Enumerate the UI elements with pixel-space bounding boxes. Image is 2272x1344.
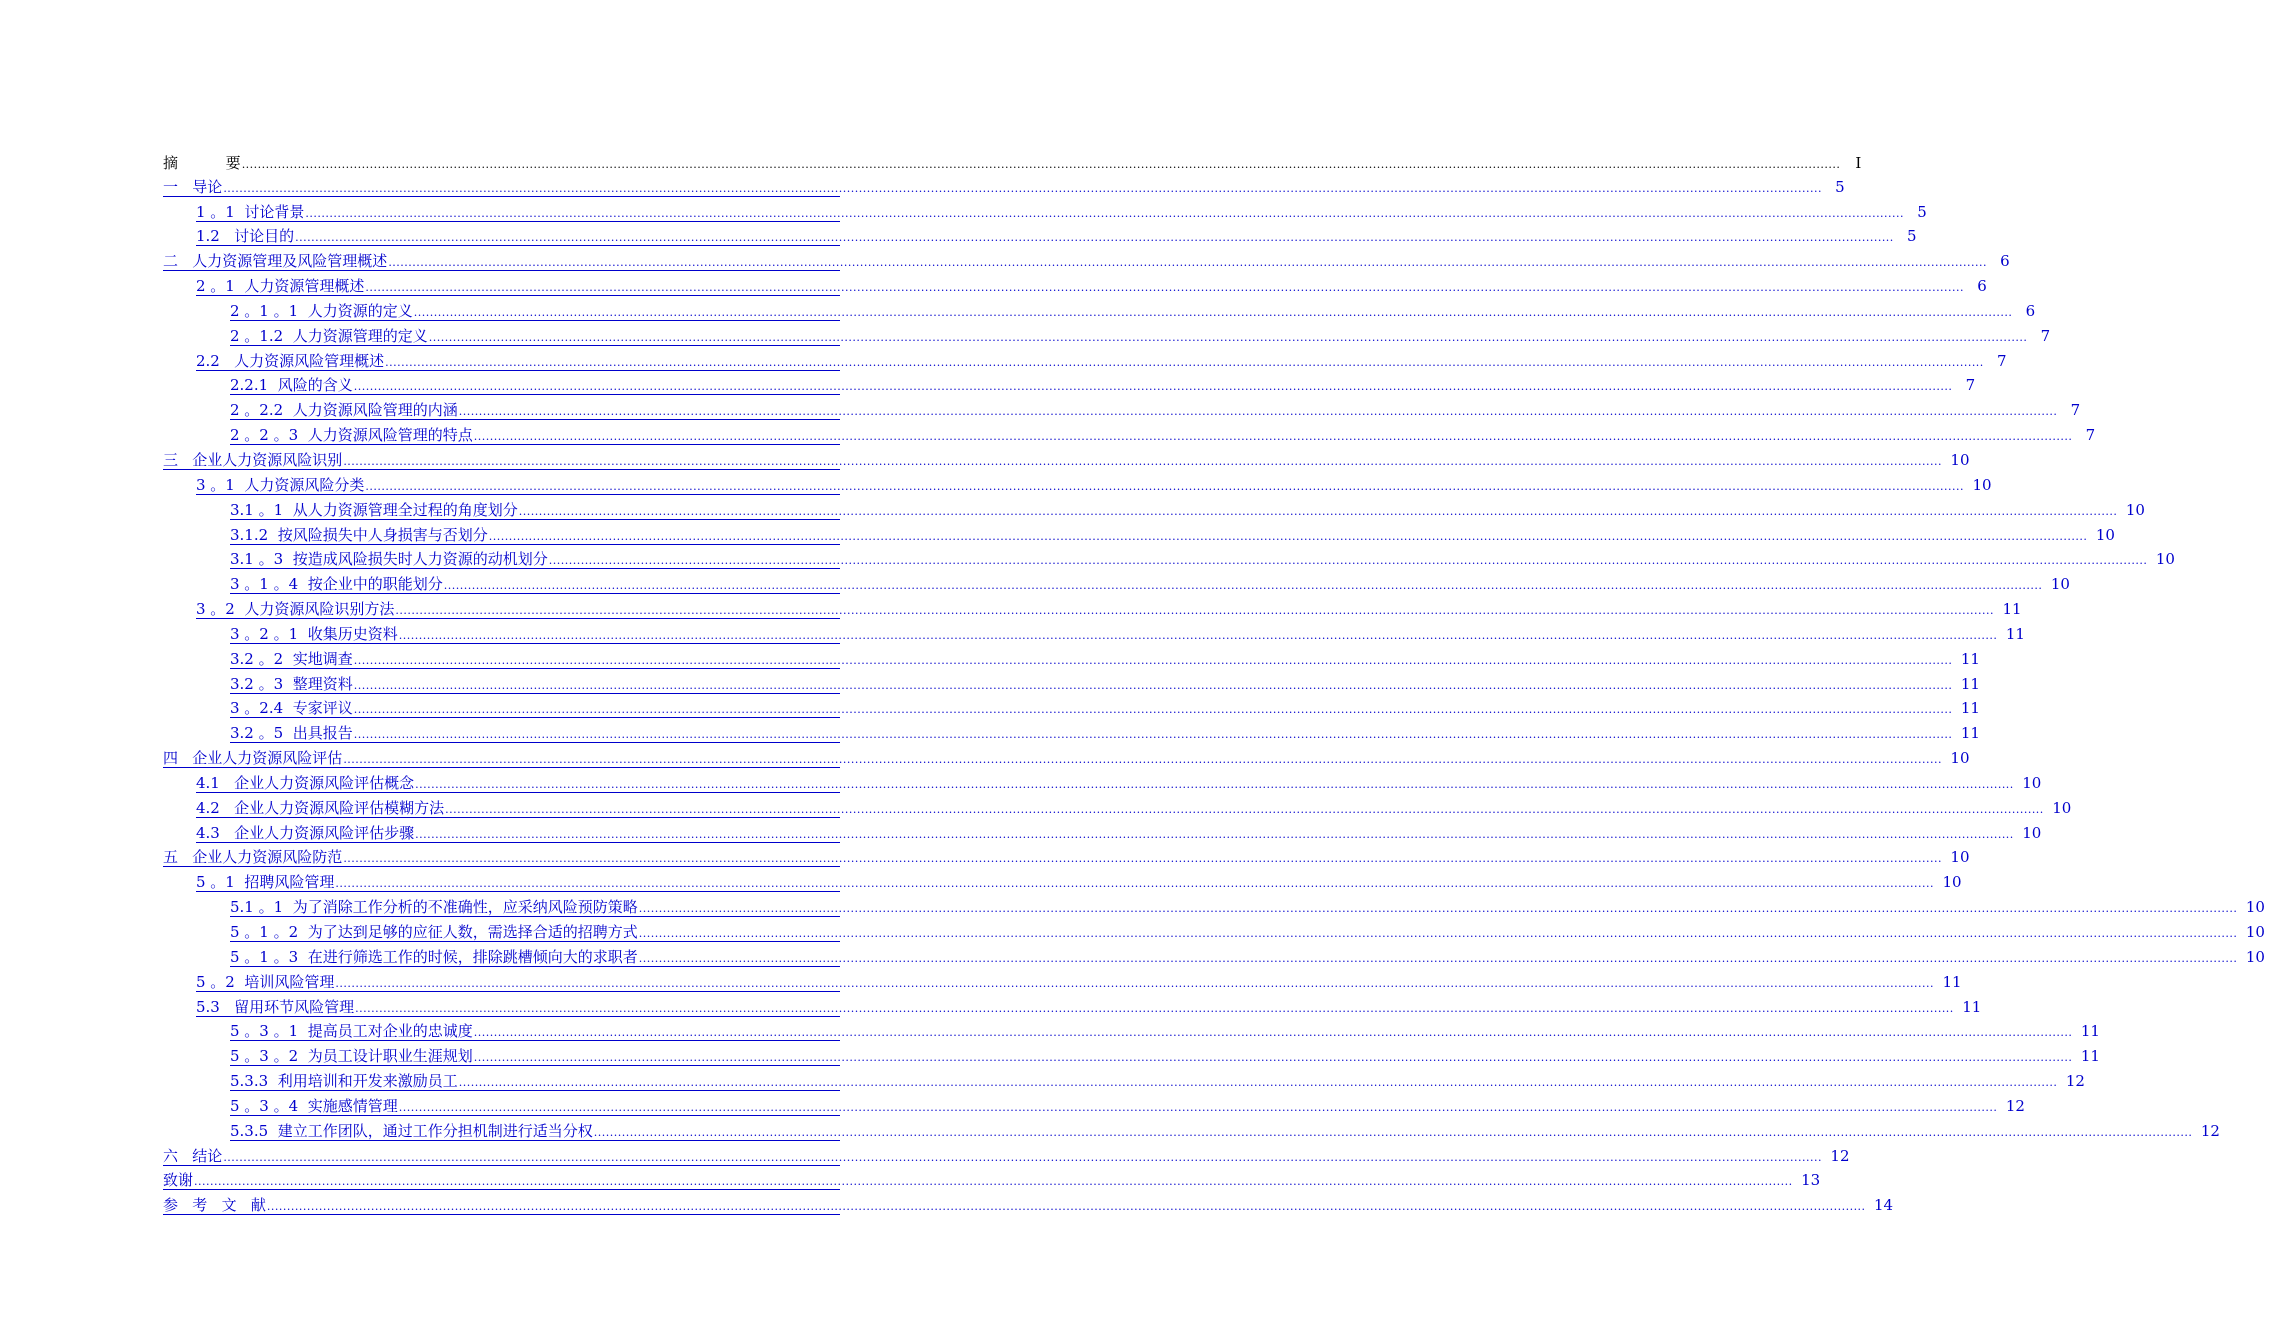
toc-entry[interactable] [230, 296, 2036, 321]
toc-entry[interactable] [196, 992, 1982, 1017]
toc-entry-page: 12 [2200, 1121, 2220, 1140]
toc-entry[interactable] [230, 694, 1980, 719]
toc-dot-leader: ................................................................................................................................................................................................................................................................................................................................................................................................................ [398, 1100, 1998, 1114]
toc-dot-leader: ................................................................................................................................................................................................................................................................................................................................................................................................................ [335, 976, 1935, 990]
toc-entry-page: 10 [2095, 525, 2115, 544]
toc-dot-leader: ................................................................................................................................................................................................................................................................................................................................................................................................................ [473, 430, 2073, 444]
toc-dot-leader: ................................................................................................................................................................................................................................................................................................................................................................................................................ [548, 554, 2148, 568]
toc-entry-page: 10 [2022, 823, 2042, 842]
toc-entry-page: 10 [2052, 798, 2072, 817]
toc-dot-leader: ................................................................................................................................................................................................................................................................................................................................................................................................................ [295, 231, 1894, 245]
toc-dot-leader: ................................................................................................................................................................................................................................................................................................................................................................................................................ [194, 1175, 1793, 1189]
toc-entry-title: 5.1 。1 为了消除工作分析的不准确性，应采纳风险预防策略 [230, 898, 638, 917]
toc-entry[interactable] [196, 470, 1992, 495]
toc-entry[interactable] [163, 246, 2010, 271]
toc-dot-leader: ................................................................................................................................................................................................................................................................................................................................................................................................................ [473, 1051, 2073, 1065]
toc-entry-page: 7 [2070, 401, 2081, 420]
toc-entry-page: 11 [1962, 997, 1982, 1016]
toc-dot-leader: ................................................................................................................................................................................................................................................................................................................................................................................................................ [428, 330, 2028, 344]
toc-entry-page: 10 [1950, 749, 1970, 768]
toc-entry-page: 11 [2080, 1047, 2100, 1066]
toc-entry-page: 10 [2245, 923, 2265, 941]
toc-entry-title: 2 。1 人力资源管理概述 [196, 277, 365, 296]
toc-entry[interactable] [196, 346, 2007, 371]
toc-entry-title: 2.2 人力资源风险管理概述 [196, 351, 385, 370]
toc-entry[interactable] [163, 172, 1845, 197]
toc-entry[interactable] [230, 892, 2265, 917]
toc-entry-title: 3.2 。2 实地调查 [230, 649, 353, 668]
toc-entry-title: 摘 要 [163, 153, 241, 172]
toc-entry-page: 11 [1942, 972, 1962, 991]
toc-entry-title: 1 。1 讨论背景 [196, 202, 305, 221]
toc-entry-title: 2 。1 。1 人力资源的定义 [230, 301, 413, 320]
toc-dot-leader: ................................................................................................................................................................................................................................................................................................................................................................................................................ [638, 902, 2238, 916]
toc-entry[interactable] [230, 1116, 2220, 1141]
toc-entry-page: 7 [1997, 351, 2007, 370]
toc-entry-title: 3 。2 人力资源风险识别方法 [196, 600, 395, 619]
toc-entry-title: 参 考 文 献 [163, 1196, 266, 1215]
toc-entry-page: 12 [1830, 1146, 1850, 1165]
toc-entry-page: 7 [1965, 376, 1976, 395]
toc-dot-leader: ................................................................................................................................................................................................................................................................................................................................................................................................................ [353, 703, 1953, 717]
toc-dot-leader: ................................................................................................................................................................................................................................................................................................................................................................................................................ [353, 380, 1953, 394]
toc-entry-page: 6 [2025, 301, 2036, 320]
toc-dot-leader: ................................................................................................................................................................................................................................................................................................................................................................................................................ [223, 1150, 1822, 1164]
toc-entry-title: 3 。2 。1 收集历史资料 [230, 624, 398, 643]
toc-entry[interactable] [163, 445, 1970, 470]
toc-entry-page: 7 [2085, 426, 2096, 445]
toc-entry-page: 10 [1950, 848, 1970, 867]
toc-entry-page: 10 [1972, 475, 1992, 494]
toc-dot-leader: ................................................................................................................................................................................................................................................................................................................................................................................................................ [445, 802, 2044, 816]
toc-entry-page: 6 [2000, 252, 2010, 271]
toc-entry-title: 5 。1 招聘风险管理 [196, 873, 335, 892]
toc-entry-title: 5.3 留用环节风险管理 [196, 997, 355, 1016]
toc-dot-leader: ................................................................................................................................................................................................................................................................................................................................................................................................................ [223, 181, 1822, 195]
toc-entry-title: 4.1 企业人力资源风险评估概念 [196, 773, 415, 792]
toc-dot-leader: ................................................................................................................................................................................................................................................................................................................................................................................................................ [343, 454, 1942, 468]
toc-entry[interactable] [230, 520, 2115, 545]
toc-entry-page: I [1855, 153, 1862, 172]
toc-dot-leader: ................................................................................................................................................................................................................................................................................................................................................................................................................ [343, 753, 1942, 767]
toc-entry-page: 6 [1977, 277, 1987, 296]
toc-entry[interactable] [230, 1017, 2100, 1042]
toc-dot-leader: ................................................................................................................................................................................................................................................................................................................................................................................................................ [518, 504, 2118, 518]
toc-entry-page: 10 [2022, 773, 2042, 792]
toc-entry-title: 3 。1 。4 按企业中的职能划分 [230, 575, 443, 594]
toc-entry-page: 11 [2002, 600, 2022, 619]
toc-dot-leader: ................................................................................................................................................................................................................................................................................................................................................................................................................ [305, 206, 1905, 220]
toc-entry-page: 10 [2245, 947, 2265, 966]
toc-entry[interactable] [230, 395, 2081, 420]
toc-dot-leader: ................................................................................................................................................................................................................................................................................................................................................................................................................ [473, 1026, 2073, 1040]
toc-entry[interactable] [230, 619, 2025, 644]
toc-entry-page: 10 [2050, 575, 2070, 594]
toc-entry-page: 5 [1907, 227, 1917, 246]
toc-dot-leader: ................................................................................................................................................................................................................................................................................................................................................................................................................ [443, 579, 2043, 593]
toc-entry[interactable] [230, 1041, 2100, 1066]
toc-entry[interactable] [196, 967, 1962, 992]
toc-entry-title: 4.2 企业人力资源风险评估模糊方法 [196, 798, 445, 817]
toc-entry-page: 12 [2065, 1072, 2085, 1091]
toc-entry-page: 11 [1960, 724, 1980, 743]
toc-entry-title: 5 。3 。2 为员工设计职业生涯规划 [230, 1047, 473, 1066]
toc-entry-title: 5.3.5 建立工作团队，通过工作分担机制进行适当分权 [230, 1121, 593, 1140]
toc-dot-leader: ................................................................................................................................................................................................................................................................................................................................................................................................................ [415, 777, 2014, 791]
toc-dot-leader: ................................................................................................................................................................................................................................................................................................................................................................................................................ [415, 827, 2014, 841]
toc-entry[interactable] [196, 594, 2022, 619]
toc-entry-title: 四 企业人力资源风险评估 [163, 749, 343, 768]
toc-entry[interactable] [230, 718, 1980, 743]
toc-entry-title: 3 。2.4 专家评议 [230, 699, 353, 718]
toc-dot-leader: ................................................................................................................................................................................................................................................................................................................................................................................................................ [395, 604, 1995, 618]
table-of-contents [163, 147, 2265, 1215]
toc-entry[interactable] [230, 917, 2265, 942]
toc-entry[interactable] [230, 942, 2265, 967]
toc-entry[interactable] [196, 197, 1927, 222]
toc-entry-title: 2 。2 。3 人力资源风险管理的特点 [230, 426, 473, 445]
toc-dot-leader: ................................................................................................................................................................................................................................................................................................................................................................................................................ [638, 927, 2238, 940]
toc-entry-page: 12 [2005, 1096, 2025, 1115]
toc-dot-leader: ................................................................................................................................................................................................................................................................................................................................................................................................................ [593, 1125, 2193, 1139]
toc-entry-title: 3.1 。1 从人力资源管理全过程的角度划分 [230, 500, 518, 519]
toc-dot-leader: ................................................................................................................................................................................................................................................................................................................................................................................................................ [398, 628, 1998, 642]
toc-entry-page: 11 [1960, 649, 1980, 668]
toc-dot-leader: ................................................................................................................................................................................................................................................................................................................................................................................................................ [355, 1001, 1954, 1015]
toc-entry[interactable] [163, 743, 1970, 768]
toc-entry-title: 5 。1 。2 为了达到足够的应征人数，需选择合适的招聘方式 [230, 923, 638, 941]
toc-entry-title: 3.2 。5 出具报告 [230, 724, 353, 743]
toc-entry[interactable] [230, 669, 1980, 694]
toc-entry-title: 三 企业人力资源风险识别 [163, 450, 343, 469]
toc-entry-title: 2 。1.2 人力资源管理的定义 [230, 326, 428, 345]
toc-entry[interactable] [230, 420, 2096, 445]
toc-entry-page: 11 [1960, 674, 1980, 693]
toc-entry[interactable] [230, 371, 1976, 396]
toc-entry[interactable] [163, 1190, 1894, 1215]
toc-entry[interactable] [196, 793, 2072, 818]
toc-entry [163, 147, 1862, 172]
toc-entry[interactable] [230, 495, 2145, 520]
toc-entry-title: 4.3 企业人力资源风险评估步骤 [196, 823, 415, 842]
toc-entry-page: 10 [1950, 450, 1970, 469]
toc-entry-page: 11 [1960, 699, 1980, 718]
toc-entry-page: 10 [2125, 500, 2145, 519]
toc-dot-leader: ................................................................................................................................................................................................................................................................................................................................................................................................................ [365, 479, 1965, 493]
toc-entry[interactable] [230, 321, 2051, 346]
toc-entry-title: 六 结论 [163, 1146, 223, 1165]
toc-entry[interactable] [230, 545, 2175, 570]
toc-entry[interactable] [230, 569, 2070, 594]
toc-entry-title: 3.1 。3 按造成风险损失时人力资源的动机划分 [230, 550, 548, 569]
toc-entry-title: 2 。2.2 人力资源风险管理的内涵 [230, 401, 458, 420]
toc-entry[interactable] [196, 818, 2042, 843]
toc-dot-leader: ................................................................................................................................................................................................................................................................................................................................................................................................................ [353, 728, 1953, 742]
toc-dot-leader: ................................................................................................................................................................................................................................................................................................................................................................................................................ [388, 256, 1987, 270]
toc-entry-page: 5 [1835, 177, 1845, 196]
toc-dot-leader: ................................................................................................................................................................................................................................................................................................................................................................................................................ [385, 355, 1984, 369]
toc-entry-title: 5 。1 。3 在进行筛选工作的时候，排除跳槽倾向大的求职者 [230, 947, 638, 966]
toc-entry[interactable] [196, 222, 1917, 247]
toc-dot-leader: ................................................................................................................................................................................................................................................................................................................................................................................................................ [458, 1076, 2058, 1090]
toc-dot-leader: ................................................................................................................................................................................................................................................................................................................................................................................................................ [353, 653, 1953, 667]
toc-entry-page: 7 [2040, 326, 2051, 345]
toc-entry-title: 一 导论 [163, 177, 223, 196]
toc-entry-title: 2.2.1 风险的含义 [230, 376, 353, 395]
toc-entry-title: 5 。3 。1 提高员工对企业的忠诚度 [230, 1022, 473, 1041]
toc-entry-page: 10 [2155, 550, 2175, 569]
toc-entry-title: 5 。2 培训风险管理 [196, 972, 335, 991]
toc-entry[interactable] [163, 843, 1970, 868]
toc-entry-title: 3.1.2 按风险损失中人身损害与否划分 [230, 525, 488, 544]
toc-dot-leader: ................................................................................................................................................................................................................................................................................................................................................................................................................ [413, 305, 2013, 319]
toc-entry-title: 五 企业人力资源风险防范 [163, 848, 343, 867]
toc-entry[interactable] [230, 1091, 2025, 1116]
toc-dot-leader: ................................................................................................................................................................................................................................................................................................................................................................................................................ [488, 529, 2088, 543]
toc-entry-title: 1.2 讨论目的 [196, 227, 295, 246]
toc-entry-page: 14 [1874, 1196, 1894, 1215]
toc-dot-leader: ................................................................................................................................................................................................................................................................................................................................................................................................................ [638, 951, 2238, 965]
toc-entry[interactable] [163, 1166, 1821, 1191]
toc-entry[interactable] [196, 768, 2042, 793]
toc-entry-page: 11 [2005, 624, 2025, 643]
toc-entry-page: 10 [1942, 873, 1962, 892]
toc-entry-title: 3.2 。3 整理资料 [230, 674, 353, 693]
toc-entry[interactable] [163, 1141, 1850, 1166]
toc-entry[interactable] [196, 271, 1987, 296]
toc-entry-title: 致谢 [163, 1171, 194, 1190]
toc-dot-leader: ................................................................................................................................................................................................................................................................................................................................................................................................................ [241, 157, 1841, 171]
toc-entry-title: 二 人力资源管理及风险管理概述 [163, 252, 388, 271]
toc-entry[interactable] [196, 867, 1962, 892]
toc-dot-leader: ................................................................................................................................................................................................................................................................................................................................................................................................................ [266, 1200, 1866, 1214]
toc-entry[interactable] [230, 644, 1980, 669]
toc-entry-title: 3 。1 人力资源风险分类 [196, 475, 365, 494]
toc-entry[interactable] [230, 1066, 2085, 1091]
toc-dot-leader: ................................................................................................................................................................................................................................................................................................................................................................................................................ [458, 405, 2058, 419]
toc-dot-leader: ................................................................................................................................................................................................................................................................................................................................................................................................................ [335, 877, 1935, 891]
toc-entry-page: 11 [2080, 1022, 2100, 1041]
toc-dot-leader: ................................................................................................................................................................................................................................................................................................................................................................................................................ [353, 678, 1953, 692]
toc-entry-page: 10 [2245, 898, 2265, 917]
toc-dot-leader: ................................................................................................................................................................................................................................................................................................................................................................................................................ [343, 852, 1942, 866]
toc-entry-page: 5 [1917, 202, 1927, 221]
toc-dot-leader: ................................................................................................................................................................................................................................................................................................................................................................................................................ [365, 281, 1965, 295]
toc-entry-page: 13 [1801, 1171, 1821, 1190]
toc-entry-title: 5 。3 。4 实施感情管理 [230, 1096, 398, 1115]
toc-entry-title: 5.3.3 利用培训和开发来激励员工 [230, 1072, 458, 1091]
